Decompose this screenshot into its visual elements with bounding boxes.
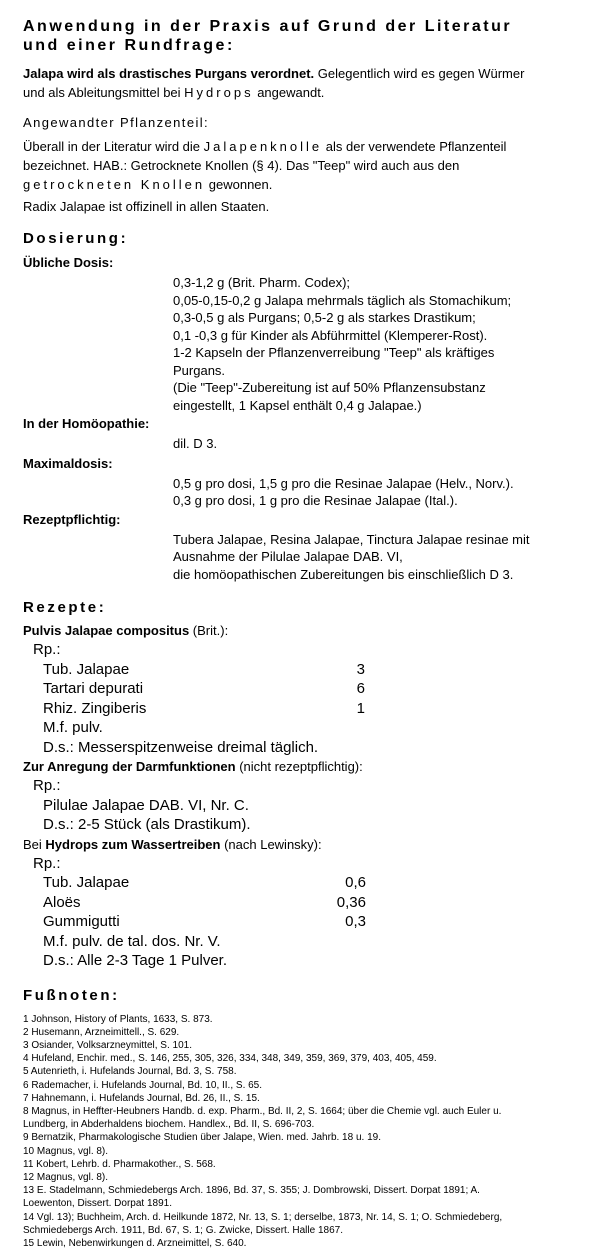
footnote: 9 Bernatzik, Pharmakologische Studien über Jalape, Wien. med. Jahrb. 18 u. 19.	[23, 1132, 381, 1144]
pflanzenteil-l1a: Überall in der Literatur wird die	[23, 139, 204, 154]
footnote: 15 Lewin, Nebenwirkungen d. Arzneimittel, S. 640.	[23, 1237, 247, 1249]
ueblich-line: 0,3-0,5 g als Purgans; 0,5-2 g als starkes Drastikum;	[173, 310, 476, 325]
pflanzenteil-l1b: als der verwendete Pflanzenteil	[322, 139, 507, 154]
ingredient-name: Tub. Jalapae	[43, 874, 130, 891]
heading-line-1: Anwendung in der Praxis auf Grund der Literatur	[23, 18, 513, 35]
pflanzenteil-l3b: gewonnen.	[205, 177, 273, 192]
ueblich-line: 0,05-0,15-0,2 g Jalapa mehrmals täglich als Stomachikum;	[173, 292, 512, 308]
rezept-line: die homöopathischen Zubereitungen bis einschließlich D 3.	[173, 566, 514, 582]
ueblich-line: 0,3-1,2 g (Brit. Pharm. Codex);	[173, 275, 351, 290]
ueblich-line: 0,1 -0,3 g für Kinder als Abführmittel (Klemperer-Rost).	[173, 327, 488, 343]
rezepte-section	[23, 599, 573, 971]
footnote: 7 Hahnemann, i. Hufelands Journal, Bd. 26, II., S. 15.	[23, 1092, 260, 1104]
ueblich-line: (Die "Teep"-Zubereitung ist auf 50% Pflanzensubstanz	[173, 380, 486, 395]
main-heading	[23, 17, 573, 55]
footnote: 4 Hufeland, Enchir. med., S. 146, 255, 305, 326, 334, 348, 349, 359, 369, 379, 403, 405, 459.	[23, 1053, 437, 1065]
ingredient-qty: 3	[356, 660, 365, 678]
intro-rest: Gelegentlich wird es gegen Würmer	[314, 66, 525, 81]
ingredient-name: Rhiz. Zingiberis	[43, 699, 147, 717]
rezept-2-title-rest: (nicht rezeptpflichtig):	[235, 759, 363, 774]
pflanzenteil-l2: bezeichnet. HAB.: Getrocknete Knollen (§ 4). Das "Teep" wird auch aus den	[23, 158, 460, 173]
ingredient-qty: 0,6	[345, 874, 366, 891]
ueblich-line: Purgans.	[173, 362, 226, 378]
ingredient-qty: 0,36	[336, 893, 366, 911]
footnote: 8 Magnus, in Heffter-Heubners Handb. d. exp. Pharm., Bd. II, 2, S. 1664; über die Chemie vgl. auch Euler u.	[23, 1105, 502, 1117]
ueblich-line: eingestellt, 1 Kapsel enthält 0,4 g Jalapae.)	[173, 397, 422, 413]
rezept-line: Pilulae Jalapae DAB. VI, Nr. C.	[43, 796, 249, 814]
dosierung-title: Dosierung:	[23, 230, 129, 247]
rezept-1-title-bold: Pulvis Jalapae compositus	[23, 623, 190, 638]
footnote: 6 Rademacher, i. Hufelands Journal, Bd. 10, II., S. 65.	[23, 1079, 263, 1091]
rezepte-title: Rezepte:	[23, 599, 107, 616]
intro-line2a: und als Ableitungsmittel bei	[23, 85, 185, 100]
pflanzenteil-knolle: Jalapenknolle	[203, 139, 323, 154]
homoeo-line: dil. D 3.	[173, 436, 218, 451]
homoeo-label: In der Homöopathie:	[23, 416, 150, 431]
footnote: 1 Johnson, History of Plants, 1633, S. 873.	[23, 1013, 213, 1025]
footnote: Lundberg, in Abderhaldens biochem. Handlex., Bd. II, S. 696-703.	[23, 1119, 315, 1131]
intro-bold: Jalapa wird als drastisches Purgans verordnet.	[23, 66, 315, 81]
max-line: 0,5 g pro dosi, 1,5 g pro die Resinae Jalapae (Helv., Norv.).	[173, 475, 514, 491]
rezept-3-title-rest: (nach Lewinsky):	[220, 836, 322, 852]
ingredient-name: Tub. Jalapae	[43, 660, 130, 678]
footnote: 14 Vgl. 13); Buchheim, Arch. d. Heilkunde 1872, Nr. 13, S. 1; derselbe, 1873, Nr. 14, S. 1; O. Schmiedeberg,	[23, 1211, 503, 1223]
ueblich-label: Übliche Dosis:	[23, 255, 114, 270]
ingredient-row	[23, 912, 573, 932]
footnote: 12 Magnus, vgl. 8).	[23, 1171, 109, 1183]
rp-label: Rp.:	[33, 854, 61, 872]
footnote: 3 Osiander, Volksarzneymittel, S. 101.	[23, 1039, 192, 1051]
ingredient-name: Aloës	[43, 893, 81, 911]
rezept-line: D.s.: Messerspitzenweise dreimal täglich.	[43, 738, 319, 756]
pflanzenteil-l4: Radix Jalapae ist offizinell in allen Staaten.	[23, 199, 270, 214]
ingredient-qty: 6	[356, 680, 365, 697]
rezept-3-title-pre: Bei	[23, 836, 46, 852]
ingredient-row	[23, 699, 573, 719]
max-label: Maximaldosis:	[23, 455, 113, 471]
intro-paragraph	[23, 64, 573, 102]
rezept-line: M.f. pulv. de tal. dos. Nr. V.	[43, 932, 221, 950]
footnote: 11 Kobert, Lehrb. d. Pharmakother., S. 568.	[23, 1158, 216, 1170]
footnote: Schmiedebergs Arch. 1911, Bd. 67, S. 1; G. Zwicke, Dissert. Halle 1867.	[23, 1224, 343, 1236]
rezept-label: Rezeptpflichtig:	[23, 511, 121, 527]
intro-hydrops: Hydrops	[184, 85, 254, 100]
ingredient-name: Tartari depurati	[43, 680, 144, 697]
rp-label: Rp.:	[33, 777, 61, 794]
pflanzenteil-section	[23, 114, 573, 216]
ueblich-line: 1-2 Kapseln der Pflanzenverreibung "Teep" als kräftiges	[173, 345, 495, 360]
rezept-3	[23, 836, 573, 971]
intro-line2b: angewandt.	[253, 85, 325, 100]
rezept-line: Tubera Jalapae, Resina Jalapae, Tinctura Jalapae resinae mit	[173, 531, 530, 547]
rezept-line: Ausnahme der Pilulae Jalapae DAB. VI,	[173, 549, 403, 564]
footnote: 13 E. Stadelmann, Schmiedebergs Arch. 1896, Bd. 37, S. 355; J. Dombrowski, Dissert. Dorpat 1891; A.	[23, 1185, 480, 1197]
rezept-2-title-bold: Zur Anregung der Darmfunktionen	[23, 759, 236, 774]
footnote: Loewenton, Dissert. Dorpat 1891.	[23, 1198, 172, 1210]
ingredient-row	[23, 679, 573, 699]
pflanzenteil-title: Angewandter Pflanzenteil:	[23, 115, 210, 130]
rezept-1-title-rest: (Brit.):	[189, 623, 229, 638]
fussnoten-title: Fußnoten:	[23, 986, 120, 1004]
heading-line-2: und einer Rundfrage:	[23, 37, 235, 54]
rezept-3-title-bold: Hydrops zum Wassertreiben	[45, 836, 221, 852]
ingredient-qty: 1	[356, 699, 365, 717]
max-line: 0,3 g pro dosi, 1 g pro die Resinae Jalapae (Ital.).	[173, 493, 458, 508]
ingredient-row	[23, 660, 573, 680]
footnote: 5 Autenrieth, i. Hufelands Journal, Bd. 3, S. 758.	[23, 1066, 237, 1078]
rezept-line: M.f. pulv.	[43, 719, 103, 736]
footnote: 2 Husemann, Arzneimittell., S. 629.	[23, 1026, 180, 1038]
fussnoten-section	[23, 987, 573, 1251]
ingredient-name: Gummigutti	[43, 913, 120, 930]
rezept-line: D.s.: Alle 2-3 Tage 1 Pulver.	[43, 952, 227, 969]
ingredient-row	[23, 873, 573, 893]
rezept-line: D.s.: 2-5 Stück (als Drastikum).	[43, 816, 251, 833]
dosierung-section	[23, 230, 573, 583]
rezept-2	[23, 758, 573, 835]
rezept-1	[23, 622, 573, 757]
pflanzenteil-l3sp: getrockneten Knollen	[23, 177, 206, 192]
ingredient-row	[23, 893, 573, 913]
rp-label: Rp.:	[33, 641, 61, 658]
ingredient-qty: 0,3	[345, 913, 366, 930]
footnote: 10 Magnus, vgl. 8).	[23, 1145, 109, 1157]
